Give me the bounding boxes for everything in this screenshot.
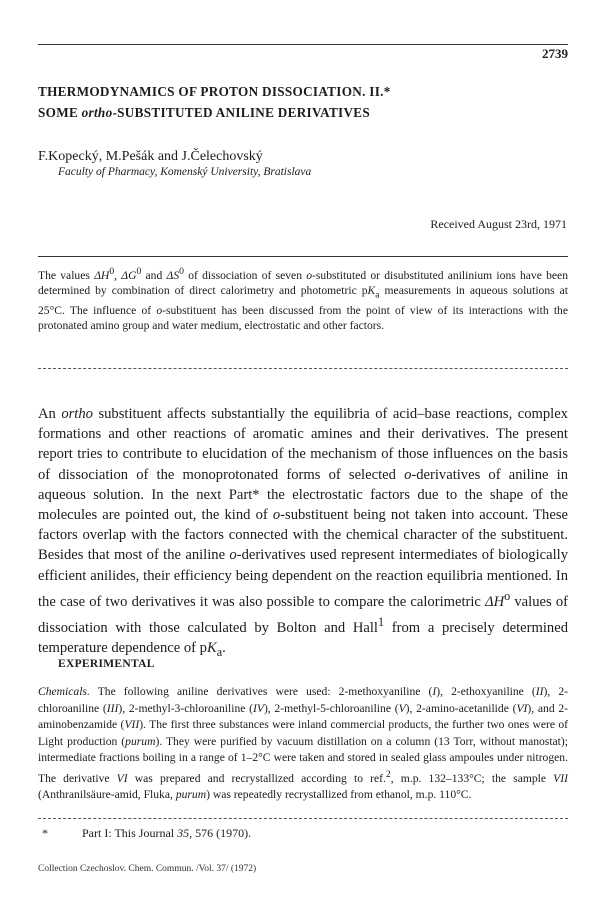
footnote: Part I: This Journal 35, 576 (1970). <box>82 826 252 840</box>
section-heading-experimental: EXPERIMENTAL <box>58 658 155 670</box>
chemicals-paragraph: Chemicals. The following aniline derivatives were used: 2-methoxyaniline (I), 2-ethoxyaniline (II), 2-chloroaniline (III), 2-methyl-3-chloroaniline (IV), 2-methyl-5-chloroaniline (V), 2-amino-acetanilide (VI), and 2-aminobenzamide (VII). The first three substances were inland commercial products, the further two ones were of Light production (purum). They were purified by vacuum distillation on a column (13 Torr, without manostat); intermediate fractions boiling in a range of 1–2°C were taken and stored in sealed glass ampoules under nitrogen. The derivative VI was prepared and recrystallized according to ref.$^2$, m.p. 132–133°C; the sample VII (Anthranilsäure-amid, Fluka, purum) was repeatedly recrystallized from ethanol, m.p. 110°C. <box>38 685 569 802</box>
title-text: -SUBSTITUTED ANILINE DERIVATIVES <box>112 105 371 120</box>
footnote-rule <box>38 818 568 819</box>
footnote-mark: * <box>42 826 48 840</box>
journal-citation: Collection Czechoslov. Chem. Commun. /Vol. 37/ (1972) <box>38 864 257 874</box>
abstract-bottom-rule <box>38 368 568 369</box>
title-italic: ortho <box>81 105 113 120</box>
intro-paragraph: An ortho substituent affects substantially the equilibria of acid–base reactions, complex formations and other reactions of aromatic amines and their derivatives. The present report tries to contribute to elucidation of the mechanism of those influences on the basis of dissociation of the monoprotonated forms of selected o-derivatives of aniline in aqueous solution. In the next Part* the electrostatic factors due to the shape of the molecules are pointed out, the kind of o-substituent being not taken into account. These factors overlap with the factors connected with the chemical character of the substituent. Besides that most of the aniline o-derivatives used represent intermediates of biologically efficient anilides, their efficiency being dependent on the reaction equilibria mentioned. In the case of two derivatives it was also possible to compare the calorimetric $\Delta H^o$ values of dissociation with those calculated by Bolton and Hall$^1$ from a precisely determined temperature dependence of $pK_a$. <box>38 406 568 659</box>
title-text: SOME <box>38 105 82 120</box>
abstract: The values $\Delta H^0$, $\Delta G^0$ and $\Delta S^0$ of dissociation of seven o-substituted or disubstituted anilinium ions have been determined by combination of direct calorimetry and photometric $pK_a$ measurements in aqueous solutions at 25°C. The influence of o-substituent has been discussed from the point of view of its interactions with the protonated amino group and water medium, electrostatic and other factors. <box>38 266 568 332</box>
page-number: 2739 <box>542 46 568 61</box>
article-title-line-1: THERMODYNAMICS OF PROTON DISSOCIATION. II.* <box>38 84 391 99</box>
abstract-top-rule <box>38 256 568 257</box>
received-date: Received August 23rd, 1971 <box>430 217 567 231</box>
authors: F.Kopecký, M.Pešák and J.Čelechovský <box>38 149 263 164</box>
header-rule <box>38 44 568 45</box>
affiliation: Faculty of Pharmacy, Komenský University, Bratislava <box>58 166 312 178</box>
article-title-line-2 <box>38 105 370 121</box>
